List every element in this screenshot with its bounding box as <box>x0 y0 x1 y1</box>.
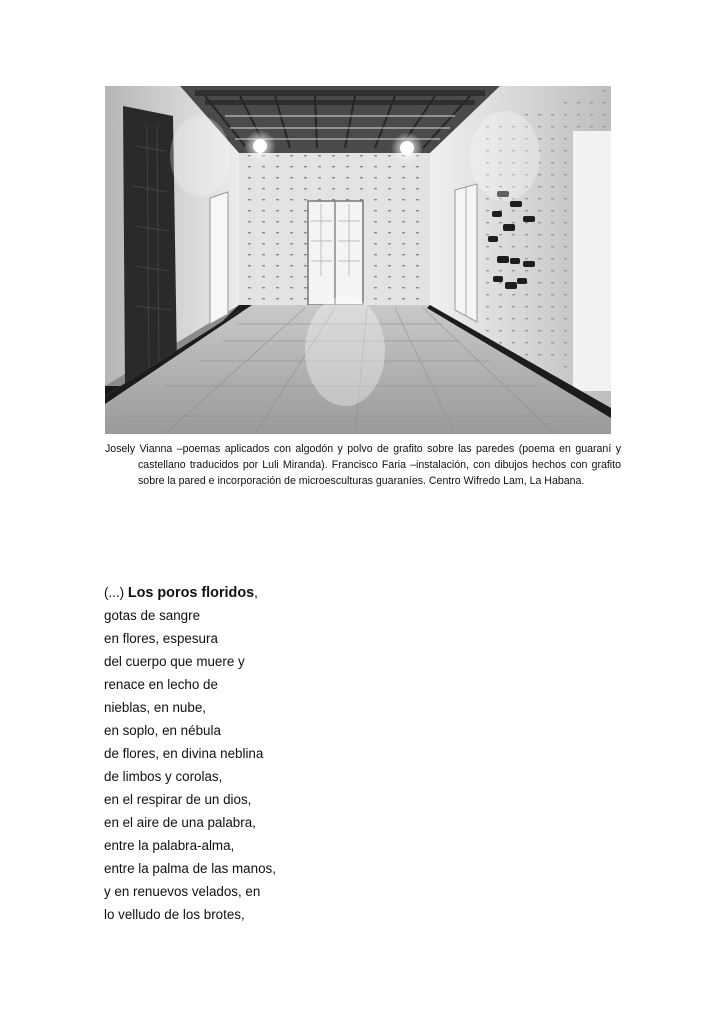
poem-line: de flores, en divina neblina <box>104 746 264 761</box>
poem-line: gotas de sangre <box>104 608 201 623</box>
figure-caption <box>105 441 621 489</box>
poem <box>104 581 504 926</box>
poem-title-trail: , <box>254 585 258 600</box>
poem-line <box>104 581 504 604</box>
caption-text: Josely Vianna –poemas aplicados con algodón y polvo de grafito sobre las paredes (poema en guaraní y castellano traducidos por Luli Miranda). Francisco Faria –instalación, con dibujos hechos con grafito sobre la pared e incorporación de microesculturas guaraníes. Centro Wifredo Lam, La Habana. <box>105 443 621 487</box>
poem-line: lo velludo de los brotes, <box>104 907 245 922</box>
poem-line: entre la palabra-alma, <box>104 838 235 853</box>
poem-line: entre la palma de las manos, <box>104 861 276 876</box>
poem-lead: (...) <box>104 585 128 600</box>
poem-line: del cuerpo que muere y <box>104 654 245 669</box>
poem-line: en el aire de una palabra, <box>104 815 256 830</box>
poem-line: en flores, espesura <box>104 631 218 646</box>
poem-title: Los poros floridos <box>127 585 255 601</box>
gallery-photo <box>105 86 611 434</box>
poem-line: en el respirar de un dios, <box>104 792 252 807</box>
poem-line: nieblas, en nube, <box>104 700 206 715</box>
poem-line: renace en lecho de <box>104 677 218 692</box>
poem-line: de limbos y corolas, <box>104 769 223 784</box>
poem-line: en soplo, en nébula <box>104 723 221 738</box>
poem-line: y en renuevos velados, en <box>104 884 261 899</box>
